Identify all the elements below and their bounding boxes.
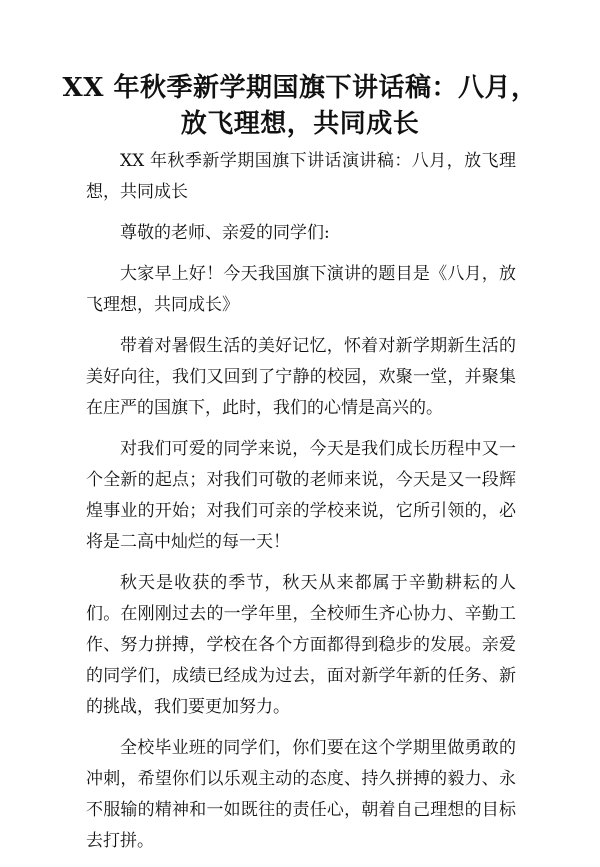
paragraph-7: 全校毕业班的同学们，你们要在这个学期里做勇敢的冲刺，希望你们以乐观主动的态度、持久拼搏的毅力、永不服输的精神和一如既往的责任心，朝着自己理想的目标去打拼。 <box>86 738 516 851</box>
paragraph-3: 大家早上好！今天我国旗下演讲的题目是《八月，放飞理想，共同成长》 <box>86 264 516 315</box>
document-title: XX 年秋季新学期国旗下讲话稿：八月，放飞理想，共同成长 <box>62 73 538 139</box>
document-body <box>86 146 516 867</box>
paragraph-5: 对我们可爱的同学来说，今天是我们成长历程中又一个全新的起点；对我们可敬的老师来说，今天是又一段辉煌事业的开始；对我们可亲的学校来说，它所引领的，必将是二高中灿烂的每一天！ <box>86 439 516 552</box>
paragraph-4: 带着对暑假生活的美好记忆，怀着对新学期新生活的美好向往，我们又回到了宁静的校园，欢聚一堂，并聚集在庄严的国旗下，此时，我们的心情是高兴的。 <box>86 336 516 418</box>
paragraph-6: 秋天是收获的季节，秋天从来都属于辛勤耕耘的人们。在刚刚过去的一学年里，全校师生齐心协力、辛勤工作、努力拼搏，学校在各个方面都得到稳步的发展。亲爱的同学们，成绩已经成为过去，面对新学年新的任务、新的挑战，我们要更加努力。 <box>86 573 516 717</box>
paragraph-2: 尊敬的老师、亲爱的同学们: <box>120 223 330 243</box>
paragraph-1: XX 年秋季新学期国旗下讲话演讲稿：八月，放飞理想，共同成长 <box>86 151 516 202</box>
